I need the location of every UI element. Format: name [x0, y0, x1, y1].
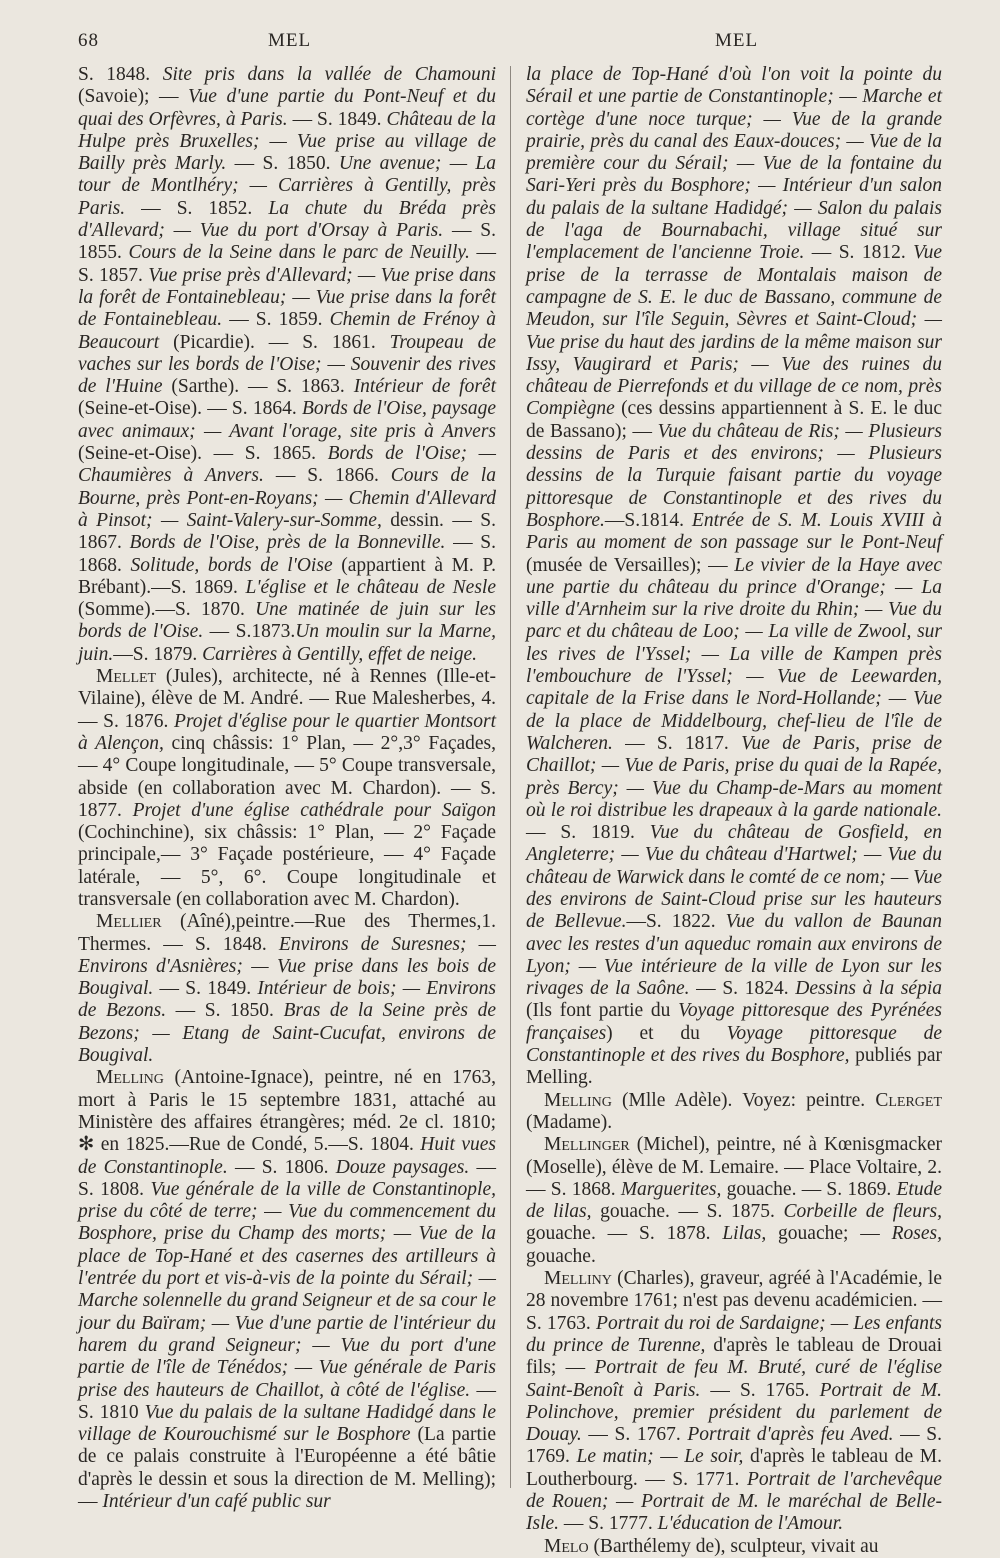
- running-head-left: MEL: [268, 30, 312, 51]
- left-text-column: [78, 64, 497, 1512]
- entry-body: (Mlle Adèle). Voyez: peintre. Clerget (Madame).: [526, 1089, 942, 1133]
- entry-headword: Melliny: [544, 1268, 612, 1290]
- entry-body: S. 1848. Site pris dans la vallée de Chamouni (Savoie); — Vue d'une partie du Pont-Neuf et du quai des Orfèvres, à Paris. — S. 1849. Château de la Hulpe près Bruxelles; — Vue prise au village de Bailly près Marly. — S. 1850. Une avenue; — La tour de Montlhéry; — Carrières à Gentilly, près Paris. — S. 1852. La chute du Bréda près d'Allevard; — Vue du port d'Orsay à Paris. — S. 1855. Cours de la Seine dans le parc de Neuilly. — S. 1857. Vue prise près d'Allevard; — Vue prise dans la forêt de Fontainebleau; — Vue prise dans la forêt de Fontainebleau. — S. 1859. Chemin de Frénoy à Beaucourt (Picardie). — S. 1861. Troupeau de vaches sur les bords de l'Oise; — Souvenir des rives de l'Huine (Sarthe). — S. 1863. Intérieur de forêt (Seine-et-Oise). — S. 1864. Bords de l'Oise, paysage avec animaux; — Avant l'orage, site pris à Anvers (Seine-et-Oise). — S. 1865. Bords de l'Oise; — Chaumières à Anvers. — S. 1866. Cours de la Bourne, près Pont-en-Royans; — Chemin d'Allevard à Pinsot; — Saint-Valery-sur-Somme, dessin. — S. 1867. Bords de l'Oise, près de la Bonneville. — S. 1868. Solitude, bords de l'Oise (appartient à M. P. Brébant).—S. 1869. L'église et le château de Nesle (Somme).—S. 1870. Une matinée de juin sur les bords de l'Oise. — S.1873.Un moulin sur la Marne, juin.—S. 1879. Carrières à Gentilly, effet de neige.: [78, 64, 496, 665]
- dictionary-entry: [78, 911, 496, 1067]
- entry-body: la place de Top-Hané d'où l'on voit la pointe du Sérail et une partie de Constantinople; — Marche et cortège d'une noce turque; — Vue de la grande prairie, près du canal des Eaux-douces; — Vue de la première cour du Sérail; — Vue de la fontaine du Sari-Yeri près du Bosphore; — Intérieur d'un salon du palais de la sultane Hadidgé; — Salon du palais de l'aga de Bournabachi, village situé sur l'emplacement de l'ancienne Troie. — S. 1812. Vue prise de la terrasse de Montalais maison de campagne de S. E. le duc de Bassano, commune de Meudon, sur l'île Seguin, Sèvres et Saint-Cloud; — Vue prise du haut des jardins de la même maison sur Issy, Vaugirard et Paris; — Vue des ruines du château de Pierrefonds et du village de ce nom, près Compiègne (ces dessins appartiennent à S. E. le duc de Bassano); — Vue du château de Ris; — Plusieurs dessins de Paris et des environs; — Plusieurs dessins de la Turquie faisant partie du voyage pittoresque de Constantinople et des rives du Bosphore.—S.1814. Entrée de S. M. Louis XVIII à Paris au moment de son passage sur le Pont-Neuf (musée de Versailles); — Le vivier de la Haye avec une partie du château du prince d'Orange; — La ville d'Arnheim sur la rive droite du Rhin; — Vue du parc et du château de Loo; — La ville de Zwool, sur les rives de l'Yssel; — La ville de Kampen près l'embouchure de l'Yssel; — Vue de Leewarden, capitale de la Frise dans le Nord-Hollande; — Vue de la place de Middelbourg, chef-lieu de l'île de Walcheren. — S. 1817. Vue de Paris, prise de Chaillot; — Vue de Paris, prise du quai de la Rapée, près Bercy; — Vue du Champ-de-Mars au moment où le roi distribue les drapeaux à la garde nationale. — S. 1819. Vue du château de Gosfield, en Angleterre; — Vue du château d'Hartwel; — Vue du château de Warwick dans le comté de ce nom; — Vue des environs de Saint-Cloud prise sur les hauteurs de Bellevue.—S. 1822. Vue du vallon de Baunan avec les restes d'un aqueduc romain aux environs de Lyon; — Vue intérieure de la ville de Lyon sur les rivages de la Saône. — S. 1824. Dessins à la sépia (Ils font partie du Voyage pittoresque des Pyrénées françaises) et du Voyage pittoresque de Constantinople et des rives du Bosphore, publiés par Melling.: [526, 64, 943, 1089]
- entry-headword: Mellinger: [544, 1134, 630, 1156]
- page-number: 68: [78, 30, 99, 51]
- entry-body: (Jules), architecte, né à Rennes (Ille-et-Vilaine), élève de M. André. — Rue Malesherbes, 4. — S. 1876. Projet d'église pour le quartier Montsort à Alençon, cinq châssis: 1° Plan, — 2°,3° Façades, — 4° Coupe longitudinale, — 5° Coupe transversale, abside (en collaboration avec M. Chardon). — S. 1877. Projet d'une église cathédrale pour Saïgon (Cochinchine), six châssis: 1° Plan, — 2° Façade principale,— 3° Façade postérieure, — 4° Façade latérale, — 5°, 6°. Coupe longitudinale et transversale (en collaboration avec M. Chardon).: [78, 666, 497, 910]
- dictionary-entry: [526, 1536, 942, 1558]
- dictionary-entry: [526, 1090, 942, 1135]
- dictionary-entry: [78, 1067, 496, 1513]
- entry-headword: Melo: [544, 1535, 589, 1557]
- entry-headword: Melling: [96, 1067, 164, 1089]
- dictionary-entry: [78, 666, 496, 911]
- entry-headword: Melling: [544, 1089, 612, 1111]
- entry-body: (Aîné),peintre.—Rue des Thermes,1. Thermes. — S. 1848. Environs de Suresnes; — Environs d'Asnières; — Vue prise dans les bois de Bougival. — S. 1849. Intérieur de bois; — Environs de Bezons. — S. 1850. Bras de la Seine près de Bezons; — Etang de Saint-Cucufat, environs de Bougival.: [78, 911, 496, 1067]
- entry-body: (Antoine-Ignace), peintre, né en 1763, mort à Paris le 15 septembre 1831, attaché au Ministère des affaires étrangères; méd. 2e cl. 1810; ✻ en 1825.—Rue de Condé, 5.—S. 1804. Huit vues de Constantinople. — S. 1806. Douze paysages. — S. 1808. Vue générale de la ville de Constantinople, prise du côté de terre; — Vue du commencement du Bosphore, prise du Champ des morts; — Vue de la place de Top-Hané et des casernes des artilleurs à l'entrée du port et vis-à-vis de la pointe du Sérail; — Marche solennelle du grand Seigneur et de sa cour le jour du Baïram; — Vue d'une partie de l'intérieur du harem du grand Seigneur; — Vue du port d'une partie de l'île de Ténédos; — Vue générale de Paris prise des hauteurs de Chaillot, à côté de l'église. — S. 1810 Vue du palais de la sultane Hadidgé dans le village de Kourouchismé sur le Bosphore (La partie de ce palais construite à l'Européenne a été bâtie d'après le dessin et sous la direction de M. Melling); — Intérieur d'un café public sur: [78, 1067, 497, 1512]
- entry-body: (Michel), peintre, né à Kœnisgmacker (Moselle), élève de M. Lemaire. — Place Voltaire, 2. — S. 1868. Marguerites, gouache. — S. 1869. Etude de lilas, gouache. — S. 1875. Corbeille de fleurs, gouache. — S. 1878. Lilas, gouache; — Roses, gouache.: [526, 1134, 943, 1267]
- entry-continuation: [526, 64, 942, 1090]
- right-text-column: [526, 64, 943, 1557]
- dictionary-entry: [526, 1134, 942, 1268]
- dictionary-entry: [526, 1268, 942, 1536]
- column-divider: [510, 66, 511, 1488]
- entry-continuation: [78, 64, 496, 666]
- entry-body: (Charles), graveur, agréé à l'Académie, le 28 novembre 1761; n'est pas devenu académicien. — S. 1763. Portrait du roi de Sardaigne; — Les enfants du prince de Turenne, d'après le tableau de Drouai fils; — Portrait de feu M. Bruté, curé de l'église Saint-Benoît à Paris. — S. 1765. Portrait de M. Polinchove, premier président du parlement de Douay. — S. 1767. Portrait d'après feu Aved. — S. 1769. Le matin; — Le soir, d'après le tableau de M. Loutherbourg. — S. 1771. Portrait de l'archevêque de Rouen; — Portrait de M. le maréchal de Belle-Isle. — S. 1777. L'éducation de l'Amour.: [526, 1268, 943, 1535]
- entry-headword: Mellier: [96, 911, 162, 933]
- running-head-right: MEL: [715, 30, 759, 51]
- entry-headword: Mellet: [96, 666, 157, 688]
- entry-body: (Barthélemy de), sculpteur, vivait au: [588, 1535, 879, 1557]
